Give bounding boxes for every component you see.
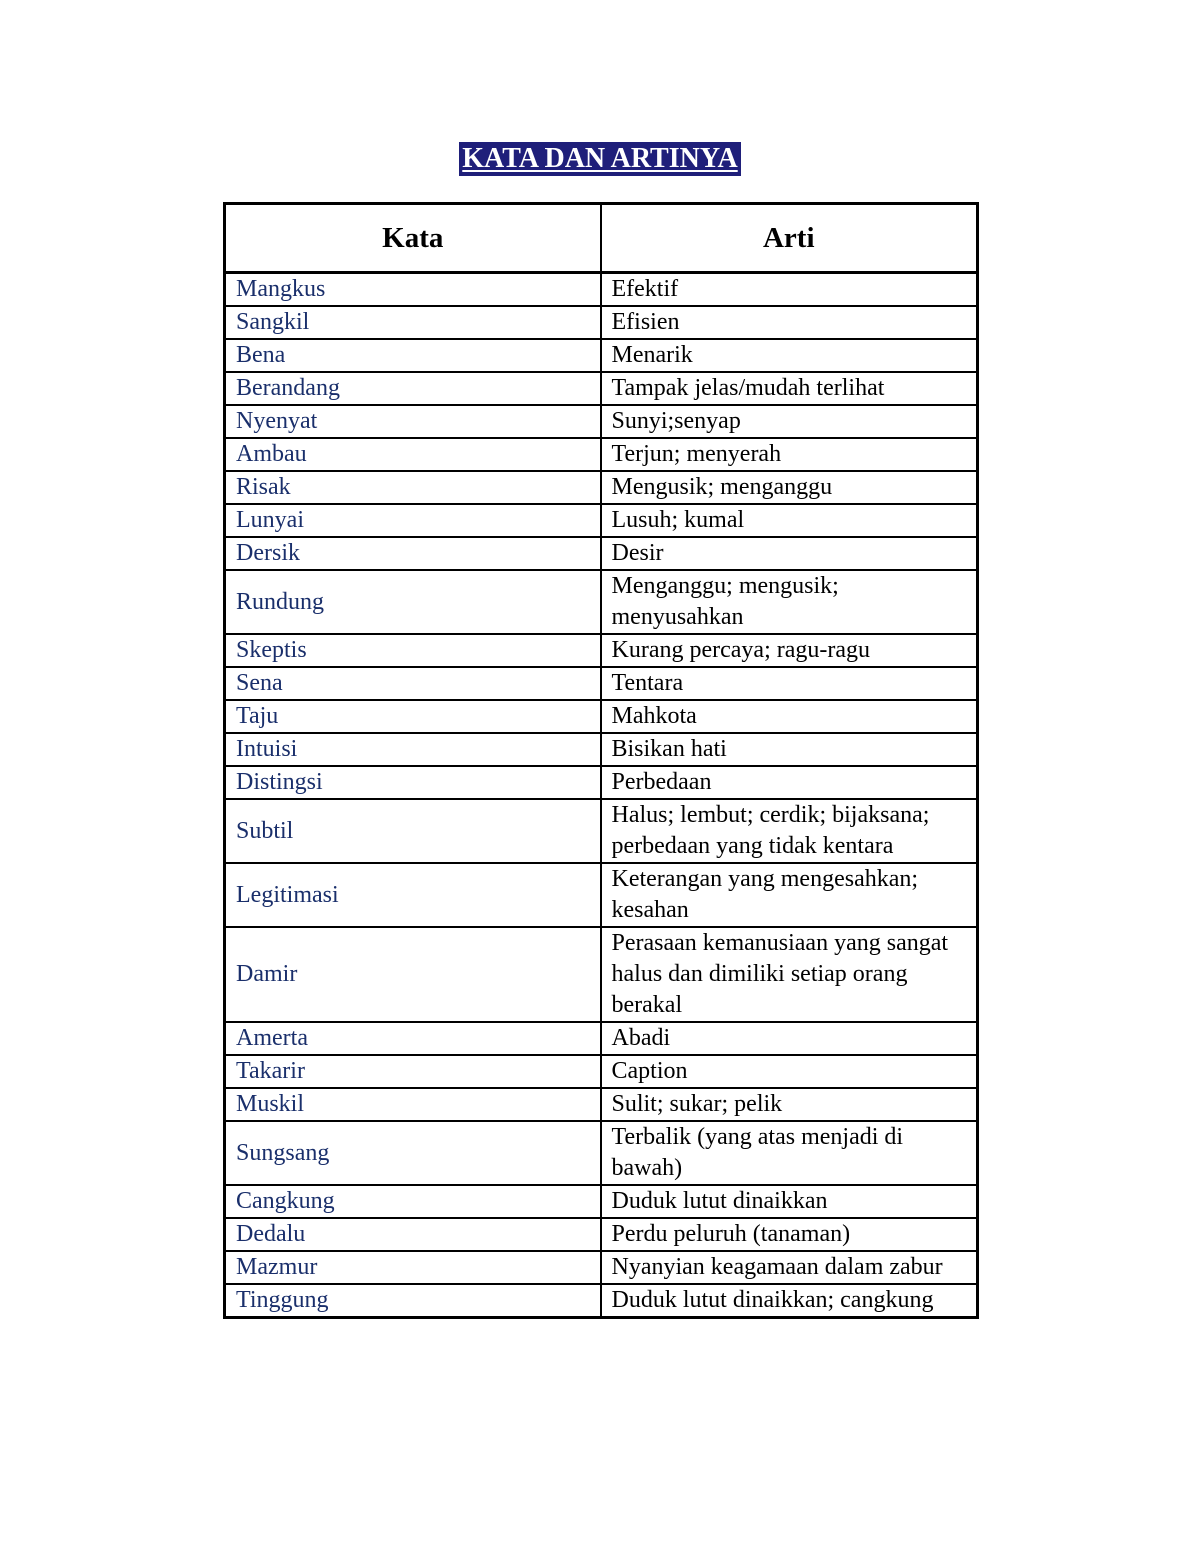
table-row	[225, 372, 978, 405]
meaning-cell: Menganggu; mengusik; menyusahkan	[601, 570, 978, 634]
word-cell: Muskil	[225, 1088, 601, 1121]
meaning-cell: Duduk lutut dinaikkan; cangkung	[601, 1284, 978, 1318]
meaning-cell: Perbedaan	[601, 766, 978, 799]
table-row	[225, 1185, 978, 1218]
word-cell: Dedalu	[225, 1218, 601, 1251]
table-row	[225, 1218, 978, 1251]
meaning-cell: Tentara	[601, 667, 978, 700]
table-row	[225, 570, 978, 634]
word-cell: Subtil	[225, 799, 601, 863]
word-cell: Cangkung	[225, 1185, 601, 1218]
table-row	[225, 634, 978, 667]
title-wrapper	[0, 142, 1200, 176]
table-row	[225, 799, 978, 863]
vocabulary-table	[223, 202, 979, 1319]
table-row	[225, 537, 978, 570]
meaning-cell: Perasaan kemanusiaan yang sangat halus dan dimiliki setiap orang berakal	[601, 927, 978, 1022]
table-row	[225, 1022, 978, 1055]
word-cell: Mazmur	[225, 1251, 601, 1284]
meaning-cell: Tampak jelas/mudah terlihat	[601, 372, 978, 405]
table-header-row	[225, 204, 978, 273]
table-body	[225, 273, 978, 1318]
word-cell: Nyenyat	[225, 405, 601, 438]
table-row	[225, 1284, 978, 1318]
meaning-cell: Kurang percaya; ragu-ragu	[601, 634, 978, 667]
meaning-cell: Keterangan yang mengesahkan; kesahan	[601, 863, 978, 927]
table-row	[225, 438, 978, 471]
table-row	[225, 667, 978, 700]
word-cell: Bena	[225, 339, 601, 372]
meaning-cell: Efisien	[601, 306, 978, 339]
meaning-cell: Duduk lutut dinaikkan	[601, 1185, 978, 1218]
word-cell: Distingsi	[225, 766, 601, 799]
page-title: KATA DAN ARTINYA	[459, 142, 740, 176]
word-cell: Taju	[225, 700, 601, 733]
meaning-cell: Sulit; sukar; pelik	[601, 1088, 978, 1121]
word-cell: Skeptis	[225, 634, 601, 667]
word-cell: Ambau	[225, 438, 601, 471]
table-row	[225, 273, 978, 307]
header-kata: Kata	[225, 204, 601, 273]
meaning-cell: Mengusik; menganggu	[601, 471, 978, 504]
meaning-cell: Terbalik (yang atas menjadi di bawah)	[601, 1121, 978, 1185]
meaning-cell: Sunyi;senyap	[601, 405, 978, 438]
word-cell: Rundung	[225, 570, 601, 634]
table-row	[225, 405, 978, 438]
table-row	[225, 733, 978, 766]
table-row	[225, 1121, 978, 1185]
table-row	[225, 1251, 978, 1284]
word-cell: Dersik	[225, 537, 601, 570]
meaning-cell: Menarik	[601, 339, 978, 372]
word-cell: Amerta	[225, 1022, 601, 1055]
meaning-cell: Efektif	[601, 273, 978, 307]
table-row	[225, 306, 978, 339]
meaning-cell: Perdu peluruh (tanaman)	[601, 1218, 978, 1251]
word-cell: Risak	[225, 471, 601, 504]
meaning-cell: Abadi	[601, 1022, 978, 1055]
word-cell: Damir	[225, 927, 601, 1022]
table-row	[225, 927, 978, 1022]
word-cell: Lunyai	[225, 504, 601, 537]
meaning-cell: Halus; lembut; cerdik; bijaksana; perbedaan yang tidak kentara	[601, 799, 978, 863]
table-row	[225, 1088, 978, 1121]
table-row	[225, 471, 978, 504]
meaning-cell: Nyanyian keagamaan dalam zabur	[601, 1251, 978, 1284]
table-row	[225, 863, 978, 927]
meaning-cell: Bisikan hati	[601, 733, 978, 766]
word-cell: Berandang	[225, 372, 601, 405]
table-row	[225, 766, 978, 799]
word-cell: Intuisi	[225, 733, 601, 766]
meaning-cell: Mahkota	[601, 700, 978, 733]
word-cell: Sangkil	[225, 306, 601, 339]
meaning-cell: Terjun; menyerah	[601, 438, 978, 471]
word-cell: Mangkus	[225, 273, 601, 307]
word-cell: Takarir	[225, 1055, 601, 1088]
table-row	[225, 339, 978, 372]
meaning-cell: Lusuh; kumal	[601, 504, 978, 537]
table-row	[225, 504, 978, 537]
word-cell: Sungsang	[225, 1121, 601, 1185]
table-row	[225, 1055, 978, 1088]
word-cell: Sena	[225, 667, 601, 700]
meaning-cell: Caption	[601, 1055, 978, 1088]
meaning-cell: Desir	[601, 537, 978, 570]
table-row	[225, 700, 978, 733]
word-cell: Legitimasi	[225, 863, 601, 927]
word-cell: Tinggung	[225, 1284, 601, 1318]
header-arti: Arti	[601, 204, 978, 273]
